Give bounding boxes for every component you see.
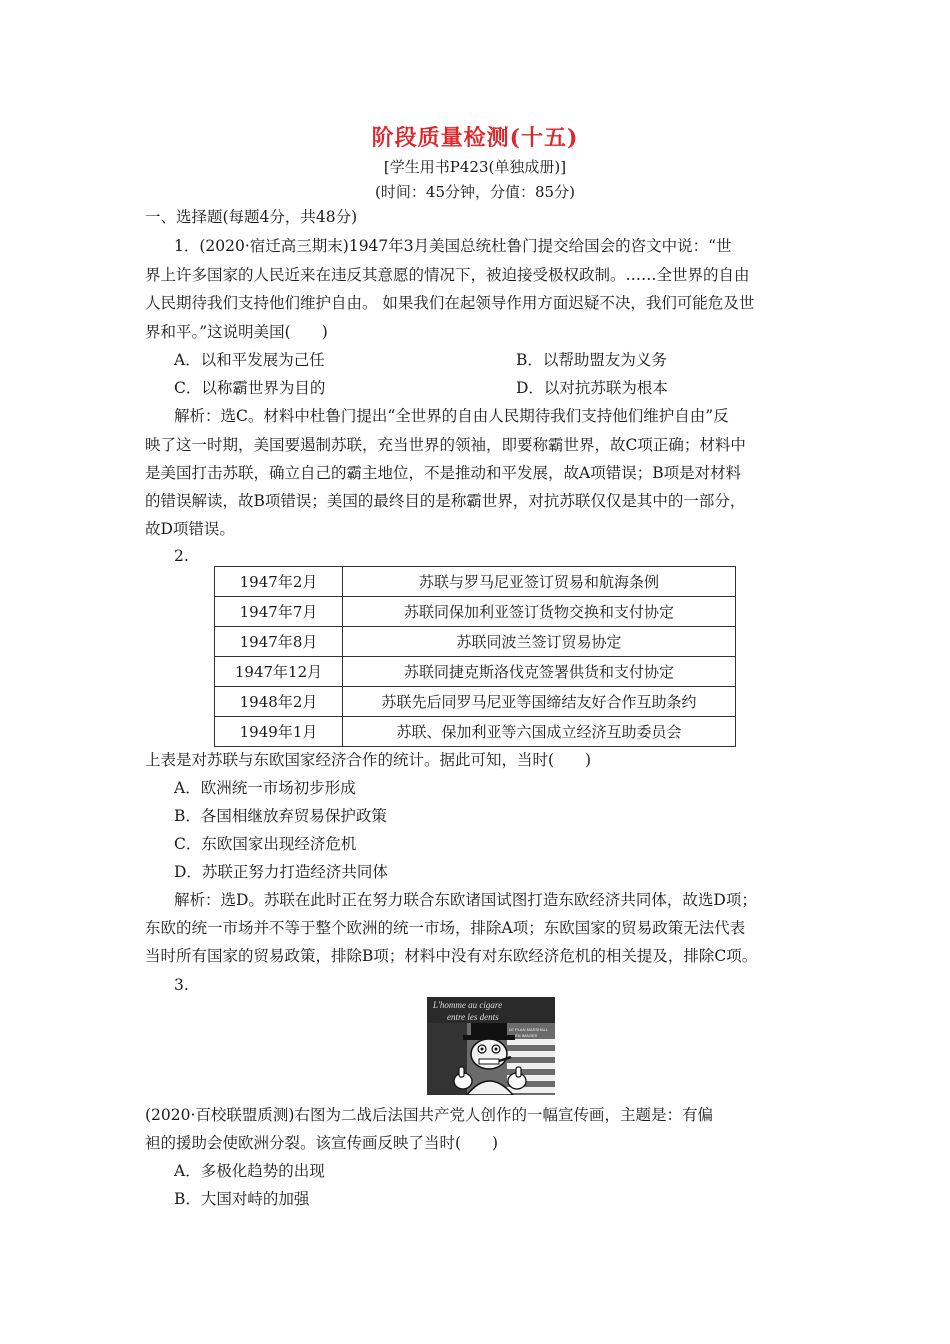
table-row: [215, 597, 736, 627]
q1-option-b: B．以帮助盟友为义务: [516, 351, 667, 369]
q1-option-c: C．以称霸世界为目的: [174, 379, 326, 397]
table-cell-event: 苏联同捷克斯洛伐克签署供货和支付协定: [343, 657, 736, 687]
table-row: [215, 717, 736, 747]
q1-analysis-line: 是美国打击苏联，确立自己的霸主地位，不是推动和平发展，故A项错误；B项是对材料: [145, 464, 742, 482]
poster-caption-line: EN IMAGES: [515, 1033, 538, 1038]
table-cell-event: 苏联与罗马尼亚签订贸易和航海条例: [343, 567, 736, 597]
q2-analysis-line: 解析：选D。苏联在此时正在努力联合东欧诸国试图打造东欧经济共同体，故选D项；: [174, 891, 757, 909]
table-cell-event: 苏联、保加利亚等六国成立经济互助委员会: [343, 717, 736, 747]
table-cell-date: 1947年7月: [215, 597, 343, 627]
table-row: [215, 627, 736, 657]
q1-stem-line: 1．(2020·宿迁高三期末)1947年3月美国总统杜鲁门提交给国会的咨文中说：“世: [174, 237, 732, 255]
q1-stem-line: 界上许多国家的人民近来在违反其意愿的情况下，被迫接受极权政制。……全世界的自由: [145, 266, 750, 284]
q2-option-d: D．苏联正努力打造经济共同体: [174, 863, 388, 881]
table-cell-date: 1949年1月: [215, 717, 343, 747]
exam-info: (时间：45分钟，分值：85分): [375, 183, 575, 201]
table-cell-date: 1947年12月: [215, 657, 343, 687]
q2-number: 2.: [174, 547, 189, 565]
q1-stem-line: 界和平。”这说明美国( ): [145, 323, 328, 341]
q2-analysis-line: 当时所有国家的贸易政策，排除B项；材料中没有对东欧经济危机的相关提及，排除C项。: [145, 947, 758, 965]
table-row: [215, 657, 736, 687]
q2-option-c: C．东欧国家出现经济危机: [174, 835, 357, 853]
q1-option-d: D．以对抗苏联为根本: [516, 379, 668, 397]
q2-analysis-line: 东欧的统一市场并不等于整个欧洲的统一市场，排除A项；东欧国家的贸易政策无法代表: [145, 919, 746, 937]
q2-stem: 上表是对苏联与东欧国家经济合作的统计。据此可知，当时( ): [145, 751, 592, 769]
table-cell-date: 1948年2月: [215, 687, 343, 717]
section-heading: 一、选择题(每题4分，共48分): [145, 208, 358, 226]
q3-stem-line: (2020·百校联盟质测)右图为二战后法国共产党人创作的一幅宣传画，主题是：有偏: [145, 1106, 713, 1124]
q1-stem-line: 人民期待我们支持他们维护自由。 如果我们在起领导作用方面迟疑不决，我们可能危及世: [145, 294, 755, 312]
q1-analysis-line: 映了这一时期，美国要遏制苏联，充当世界的领袖，即要称霸世界，故C项正确；材料中: [145, 436, 746, 454]
table-cell-date: 1947年8月: [215, 627, 343, 657]
q2-option-a: A．欧洲统一市场初步形成: [174, 779, 356, 797]
q3-option-b: B．大国对峙的加强: [174, 1190, 310, 1208]
q3-stem-line: 袒的援助会使欧洲分裂。该宣传画反映了当时( ): [145, 1134, 499, 1152]
poster-caption-line: LE PLAN MARSHALL: [509, 1027, 549, 1032]
q2-table: [214, 566, 736, 747]
q1-option-a: A．以和平发展为己任: [174, 351, 325, 369]
book-reference: [学生用书P423(单独成册)]: [383, 158, 567, 176]
table-row: [215, 567, 736, 597]
table-cell-event: 苏联同波兰签订贸易协定: [343, 627, 736, 657]
poster-illustration: [427, 997, 555, 1095]
propaganda-poster-image: [427, 997, 555, 1095]
q1-analysis-line: 的错误解读，故B项错误；美国的最终目的是称霸世界，对抗苏联仅仅是其中的一部分，: [145, 492, 746, 510]
poster-caption-line: entre les dents: [447, 1012, 499, 1022]
q1-analysis-line: 解析：选C。材料中杜鲁门提出“全世界的自由人民期待我们支持他们维护自由”反: [174, 407, 729, 425]
q3-option-a: A．多极化趋势的出现: [174, 1162, 325, 1180]
page-title: 阶段质量检测(十五): [371, 125, 579, 151]
q2-option-b: B．各国相继放弃贸易保护政策: [174, 807, 387, 825]
table-cell-event: 苏联先后同罗马尼亚等国缔结友好合作互助条约: [343, 687, 736, 717]
q3-number: 3.: [174, 976, 189, 994]
poster-caption-line: L'homme au cigare: [433, 1000, 503, 1010]
table-row: [215, 687, 736, 717]
q1-analysis-line: 故D项错误。: [145, 520, 235, 538]
table-cell-date: 1947年2月: [215, 567, 343, 597]
table-cell-event: 苏联同保加利亚签订货物交换和支付协定: [343, 597, 736, 627]
